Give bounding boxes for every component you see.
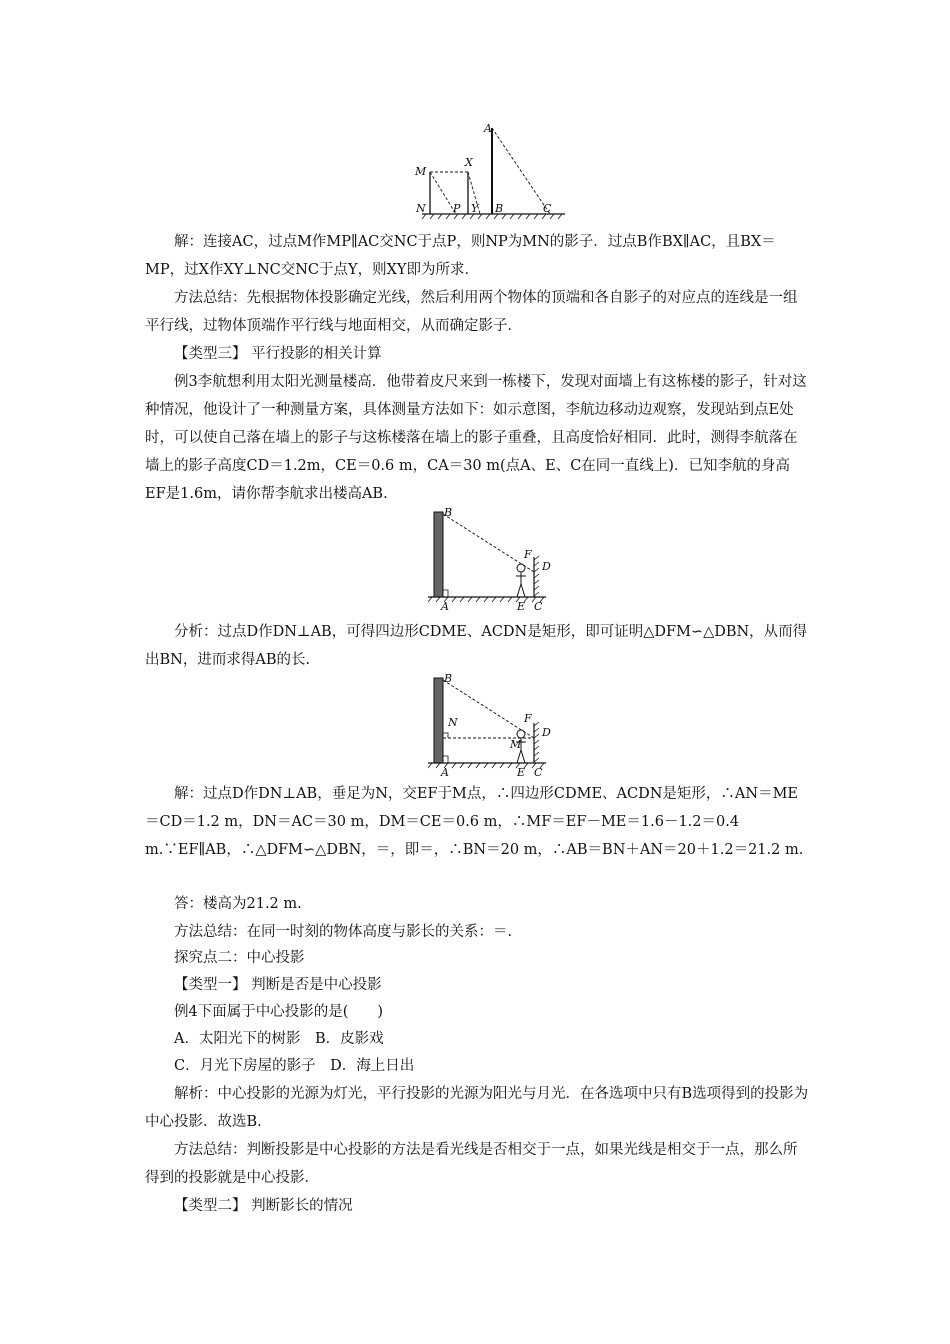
label-X: X <box>465 156 473 169</box>
label-F: F <box>524 548 532 561</box>
label-D: D <box>542 726 551 739</box>
label-E: E <box>517 766 526 779</box>
label-N: N <box>416 202 426 215</box>
label-B: B <box>444 506 453 519</box>
method-summary-2: 方法总结：在同一时刻的物体高度与影长的关系：＝. <box>174 924 513 940</box>
section-type-2: 【类型二】 判断影长的情况 <box>174 1198 353 1214</box>
label-A: A <box>441 600 449 613</box>
figure-building-shadow <box>428 502 560 614</box>
options-cd: C．月光下房屋的影子 D．海上日出 <box>174 1058 415 1074</box>
figure-3-diagram <box>428 668 560 780</box>
section-point-2: 探究点二：中心投影 <box>174 950 305 966</box>
label-C: C <box>543 202 552 215</box>
figure-shadow-construction <box>410 118 570 224</box>
example-4: 例4下面属于中心投影的是( ) <box>174 1004 384 1020</box>
method-summary-1: 方法总结：先根据物体投影确定光线，然后利用两个物体的顶端和各自影子的对应点的连线是一组平行线，过物体顶端作平行线与地面相交，从而确定影子． <box>145 290 798 334</box>
label-M: M <box>415 165 427 178</box>
figure-1-diagram <box>410 118 570 224</box>
section-type-1: 【类型一】 判断是否是中心投影 <box>174 977 382 993</box>
label-A: A <box>441 766 449 779</box>
analysis: 分析：过点D作DN⊥AB，可得四边形CDME、ACDN是矩形，即可证明△DFM∽△DBN，从而得出BN，进而求得AB的长. <box>145 624 808 668</box>
section-type-3: 【类型三】 平行投影的相关计算 <box>174 346 382 362</box>
label-F: F <box>524 712 532 725</box>
answer: 答：楼高为21.2 m. <box>174 896 302 912</box>
label-D: D <box>542 560 551 573</box>
label-P: P <box>453 202 461 215</box>
label-B: B <box>495 202 504 215</box>
solution-1: 解：连接AC，过点M作MP∥AC交NC于点P，则NP为MN的影子．过点B作BX∥AC，且BX＝MP，过X作XY⊥NC交NC于点Y，则XY即为所求． <box>145 234 776 278</box>
solution-2: 解：过点D作DN⊥AB，垂足为N，交EF于M点，∴四边形CDME、ACDN是矩形，∴AN＝ME＝CD＝1.2 m，DN＝AC＝30 m，DM＝CE＝0.6 m，∴MF＝EF－ME＝1.6－1.2＝0.4 m.∵EF∥AB，∴△DFM∽△DBN，＝，即＝，∴BN＝20 m，∴AB＝BN＋AN＝20＋1.2＝21.2 m. <box>145 786 804 858</box>
example-3: 例3李航想利用太阳光测量楼高．他带着皮尺来到一栋楼下，发现对面墙上有这栋楼的影子，针对这种情况，他设计了一种测量方案，具体测量方法如下：如示意图，李航边移动边观察，发现站到点E处时，可以使自己落在墙上的影子与这栋楼落在墙上的影子重叠，且高度恰好相同．此时，测得李航落在墙上的影子高度CD＝1.2m，CE＝0.6 m，CA＝30 m(点A、E、C在同一直线上)．已知李航的身高EF是1.6m，请你帮李航求出楼高AB. <box>145 374 807 502</box>
label-E: E <box>517 600 526 613</box>
label-Y: Y <box>471 202 479 215</box>
figure-2-diagram <box>428 502 560 614</box>
explanation: 解析：中心投影的光源为灯光，平行投影的光源为阳光与月光．在各选项中只有B选项得到的投影为中心投影．故选B. <box>145 1086 809 1130</box>
label-B: B <box>444 672 453 685</box>
label-C: C <box>534 600 543 613</box>
options-ab: A．太阳光下的树影 B．皮影戏 <box>174 1031 384 1047</box>
figure-building-shadow-solution <box>428 668 560 780</box>
method-summary-3: 方法总结：判断投影是中心投影的方法是看光线是否相交于一点，如果光线是相交于一点，那么所得到的投影就是中心投影． <box>145 1142 798 1186</box>
label-C: C <box>534 766 543 779</box>
label-A: A <box>484 122 492 135</box>
label-N: N <box>448 716 458 729</box>
label-M: M <box>510 738 522 751</box>
